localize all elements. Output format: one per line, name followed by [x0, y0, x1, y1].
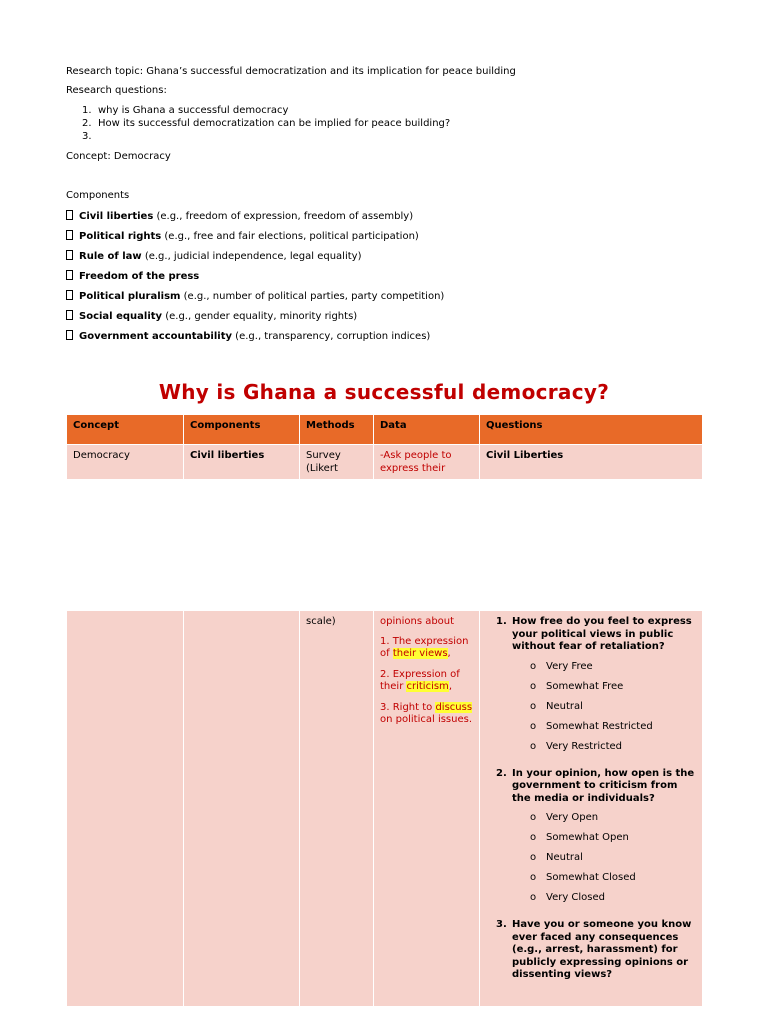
circle-bullet-icon: o: [530, 660, 537, 672]
concept-line: Concept: Democracy: [66, 151, 171, 162]
header-data: Data: [374, 415, 480, 445]
framework-table-part-2: [66, 610, 703, 1007]
component-item: Freedom of the press: [66, 270, 199, 282]
research-question-3: 3.: [82, 131, 92, 142]
cell-data-cont: [374, 611, 480, 1007]
component-item: Civil liberties (e.g., freedom of expression, freedom of assembly): [66, 210, 413, 222]
survey-question-3: 3. Have you or someone you know ever faced any consequences (e.g., arrest, harassment) for publicly expressing opinions or dissenting views?: [496, 919, 692, 980]
checkbox-glyph-icon: [66, 290, 73, 300]
data-item: 1. The expression of their views,: [380, 635, 469, 659]
component-item: Rule of law (e.g., judicial independence, legal equality): [66, 250, 361, 262]
checkbox-glyph-icon: [66, 310, 73, 320]
data-intro: opinions about: [380, 616, 455, 627]
checkbox-glyph-icon: [66, 210, 73, 220]
survey-option: o Very Restricted: [530, 740, 623, 752]
survey-option: o Somewhat Closed: [530, 872, 636, 883]
survey-question-1: 1. How free do you feel to express your political views in public without fear of retaliation?: [496, 616, 692, 652]
header-components: Components: [184, 415, 300, 445]
header-questions: Questions: [480, 415, 703, 445]
cell-data: -Ask people to express their: [374, 445, 480, 480]
cell-questions: [480, 611, 703, 1007]
survey-question-2: 2. In your opinion, how open is the government to criticism from the media or individuals?: [496, 767, 695, 804]
research-question-2: 2. How its successful democratization can be implied for peace building?: [82, 118, 451, 129]
component-item: Social equality (e.g., gender equality, minority rights): [66, 310, 357, 322]
cell-question-heading: Civil Liberties: [480, 445, 703, 480]
checkbox-glyph-icon: [66, 330, 73, 340]
checkbox-glyph-icon: [66, 270, 73, 280]
cell-method-cont: scale): [300, 611, 374, 1007]
data-item: 2. Expression of their criticism,: [380, 668, 460, 692]
header-concept: Concept: [67, 415, 184, 445]
circle-bullet-icon: o: [530, 832, 537, 843]
survey-option: o Neutral: [530, 700, 583, 712]
circle-bullet-icon: o: [530, 852, 537, 863]
circle-bullet-icon: o: [530, 812, 537, 823]
cell-method: Survey (Likert: [300, 445, 374, 480]
survey-options-2: [480, 812, 696, 912]
research-questions-list: [82, 105, 450, 144]
circle-bullet-icon: o: [530, 680, 537, 692]
table-row: [67, 611, 703, 1007]
circle-bullet-icon: o: [530, 892, 537, 903]
survey-option: o Neutral: [530, 852, 583, 863]
circle-bullet-icon: o: [530, 720, 537, 732]
data-item: 3. Right to discuss on political issues.: [380, 701, 473, 725]
circle-bullet-icon: o: [530, 740, 537, 752]
checkbox-glyph-icon: [66, 230, 73, 240]
survey-option: o Very Closed: [530, 892, 606, 903]
framework-table-part-1: [66, 414, 703, 480]
survey-options-1: [480, 661, 696, 761]
research-questions-label: Research questions:: [66, 85, 167, 96]
research-question-1: 1. why is Ghana a successful democracy: [82, 105, 289, 116]
header-methods: Methods: [300, 415, 374, 445]
survey-option: o Somewhat Free: [530, 680, 624, 692]
survey-option: o Very Open: [530, 812, 599, 823]
checkbox-glyph-icon: [66, 250, 73, 260]
cell-concept: Democracy: [67, 445, 184, 480]
circle-bullet-icon: o: [530, 700, 537, 712]
component-item: Political pluralism (e.g., number of political parties, party competition): [66, 290, 444, 302]
cell-component: Civil liberties: [184, 445, 300, 480]
components-label: Components: [66, 190, 130, 201]
circle-bullet-icon: o: [530, 872, 537, 883]
component-item: Political rights (e.g., free and fair elections, political participation): [66, 230, 419, 242]
section-title: Why is Ghana a successful democracy?: [158, 380, 610, 404]
research-topic: Research topic: Ghana’s successful democratization and its implication for peace building: [66, 66, 516, 77]
survey-option: o Somewhat Open: [530, 832, 629, 843]
cell-concept-empty: [67, 611, 184, 1007]
survey-option: o Somewhat Restricted: [530, 720, 653, 732]
cell-component-empty: [184, 611, 300, 1007]
table-row: [67, 445, 703, 480]
component-item: Government accountability (e.g., transparency, corruption indices): [66, 330, 430, 342]
table-header-row: [67, 415, 703, 445]
survey-option: o Very Free: [530, 660, 593, 672]
